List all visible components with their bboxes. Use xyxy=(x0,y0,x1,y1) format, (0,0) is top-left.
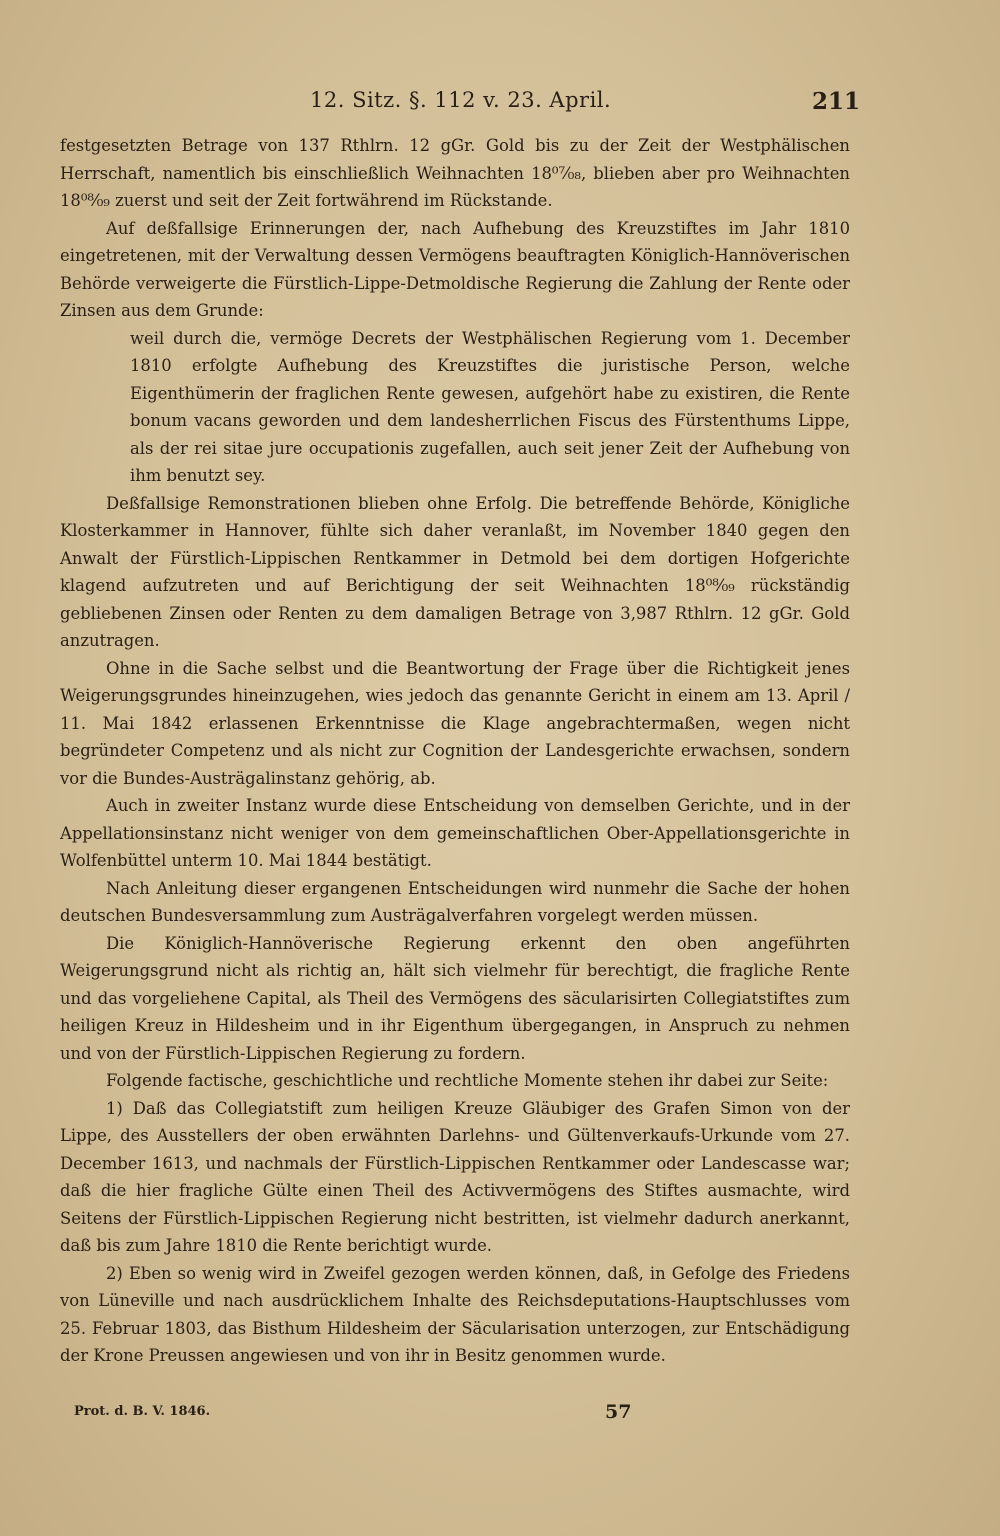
numbered-item: 1) Daß das Collegiatstift zum heiligen Kreuze Gläubiger des Grafen Simon von der Lippe, des Ausstellers der oben erwähnten Darlehns- und Gültenverkaufs-Urkunde vom 27. December 1613, und nachmals der Fürstlich-Lippischen Rentkammer oder Landescasse war; daß die hier fragliche Gülte einen Theil des Activvermögens des Stiftes ausmachte, wird Seitens der Fürstlich-Lippischen Regierung nicht bestritten, ist vielmehr dadurch anerkannt, daß bis zum Jahre 1810 die Rente berichtigt wurde. xyxy=(60,1098,850,1255)
body-text xyxy=(60,132,850,1370)
paragraph: Die Königlich-Hannöverische Regierung erkennt den oben angeführten Weigerungsgrund nicht als richtig an, hält sich vielmehr für berechtigt, die fragliche Rente und das vorgeliehene Capital, als Theil des Vermögens des säcularisirten Collegiatstiftes zum heiligen Kreuz in Hildesheim und in ihr Eigenthum übergegangen, in Anspruch zu nehmen und von der Fürstlich-Lippischen Regierung zu fordern. xyxy=(60,933,850,1063)
paragraph: Folgende factische, geschichtliche und rechtliche Momente stehen ihr dabei zur Seite: xyxy=(106,1071,829,1090)
paragraph: Ohne in die Sache selbst und die Beantwortung der Frage über die Richtigkeit jenes Weigerungsgrundes hineinzugehen, wies jedoch das genannte Gericht in einem am 13. April / 11. Mai 1842 erlassenen Erkenntnisse die Klage angebrachtermaßen, wegen nicht begründeter Competenz und als nicht zur Cognition der Landesgerichte erwachsen, sondern vor die Bundes-Austrägalinstanz gehörig, ab. xyxy=(60,658,850,788)
paragraph: Auf deßfallsige Erinnerungen der, nach Aufhebung des Kreuzstiftes im Jahr 1810 eingetretenen, mit der Verwaltung dessen Vermögens beauftragten Königlich-Hannöverischen Behörde verweigerte die Fürstlich-Lippe-Detmoldische Regierung die Zahlung der Rente oder Zinsen aus dem Grunde: xyxy=(60,218,850,320)
paragraph: festgesetzten Betrage von 137 Rthlrn. 12 gGr. Gold bis zu der Zeit der Westphälischen Herrschaft, namentlich bis einschließlich Weihnachten 18⁰⁷⁄₀₈, blieben aber pro Weihnachten 18⁰⁸⁄₀₉ zuerst und seit der Zeit fortwährend im Rückstande. xyxy=(60,136,850,210)
numbered-item: 2) Eben so wenig wird in Zweifel gezogen werden können, daß, in Gefolge des Friedens von Lüneville und nach ausdrücklichem Inhalte des Reichsdeputations-Hauptschlusses vom 25. Februar 1803, das Bisthum Hildesheim der Säcularisation unterzogen, zur Entschädigung der Krone Preussen angewiesen und von ihr in Besitz genommen wurde. xyxy=(60,1263,850,1365)
page-number: 211 xyxy=(811,88,860,115)
paragraph: Nach Anleitung dieser ergangenen Entscheidungen wird nunmehr die Sache der hohen deutschen Bundesversammlung zum Austrägalverfahren vorgelegt werden müssen. xyxy=(60,878,850,925)
footer-reference: Prot. d. B. V. 1846. xyxy=(74,1404,211,1419)
indented-quote: weil durch die, vermöge Decrets der Westphälischen Regierung vom 1. December 1810 erfolgte Aufhebung des Kreuzstiftes die juristische Person, welche Eigenthümerin der fraglichen Rente gewesen, aufgehört habe zu existiren, die Rente bonum vacans geworden und dem landesherrlichen Fiscus des Fürstenthums Lippe, als der rei sitae jure occupationis zugefallen, auch seit jener Zeit der Aufhebung von ihm benutzt sey. xyxy=(130,328,850,485)
paragraph: Deßfallsige Remonstrationen blieben ohne Erfolg. Die betreffende Behörde, Königliche Klosterkammer in Hannover, fühlte sich daher veranlaßt, im November 1840 gegen den Anwalt der Fürstlich-Lippischen Rentkammer in Detmold bei dem dortigen Hofgerichte klagend aufzutreten und auf Berichtigung der seit Weihnachten 18⁰⁸⁄₀₉ rückständig gebliebenen Zinsen oder Renten zu dem damaligen Betrage von 3,987 Rthlrn. 12 gGr. Gold anzutragen. xyxy=(60,493,850,650)
paragraph: Auch in zweiter Instanz wurde diese Entscheidung von demselben Gerichte, und in der Appellationsinstanz nicht weniger von dem gemeinschaftlichen Ober-Appellationsgerichte in Wolfenbüttel unterm 10. Mai 1844 bestätigt. xyxy=(60,796,850,870)
page-header xyxy=(60,88,860,124)
running-title: 12. Sitz. §. 112 v. 23. April. xyxy=(310,88,612,112)
page-footer xyxy=(60,1401,850,1434)
signature-mark: 57 xyxy=(605,1401,632,1423)
